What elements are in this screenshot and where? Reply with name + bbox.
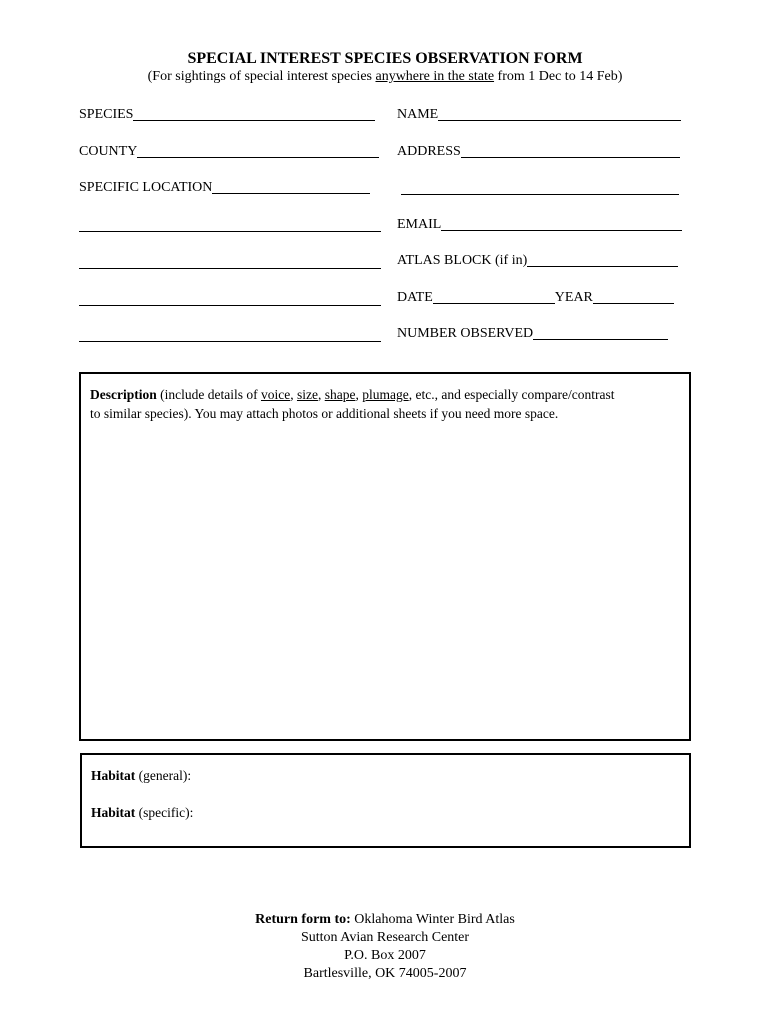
habitat-general-suffix: (general): <box>135 768 192 783</box>
date-input-line[interactable] <box>433 289 555 304</box>
address-label: ADDRESS <box>397 144 461 159</box>
year-label: YEAR <box>554 290 593 305</box>
location-line-4[interactable] <box>79 304 381 306</box>
description-label: Description <box>90 387 157 402</box>
specific-location-label: SPECIFIC LOCATION <box>79 180 213 195</box>
subtitle-underlined: anywhere in the state <box>375 69 495 84</box>
shape-term: shape <box>324 387 356 402</box>
habitat-specific-row[interactable] <box>91 803 680 822</box>
address-input-line[interactable] <box>461 143 680 158</box>
return-address <box>0 911 770 983</box>
date-field[interactable] <box>397 289 674 306</box>
species-field[interactable] <box>79 106 375 123</box>
organization-name: Oklahoma Winter Bird Atlas <box>350 912 515 927</box>
return-line-4: Bartlesville, OK 74005-2007 <box>303 966 467 981</box>
return-line-3: P.O. Box 2007 <box>344 948 426 963</box>
atlas-block-input-line[interactable] <box>527 252 678 267</box>
subtitle-text-1: (For sightings of special interest species <box>147 69 376 84</box>
specific-location-field[interactable] <box>79 179 370 196</box>
description-text: , etc., and especially compare/contrast <box>408 387 615 402</box>
form-subtitle <box>0 69 770 85</box>
county-input-line[interactable] <box>137 143 379 158</box>
name-label: NAME <box>397 107 439 122</box>
habitat-general-label: Habitat <box>91 768 136 783</box>
number-observed-field[interactable] <box>397 325 668 342</box>
size-term: size <box>296 387 318 402</box>
location-line-2[interactable] <box>79 230 381 232</box>
return-line-2: Sutton Avian Research Center <box>300 930 470 945</box>
number-observed-input-line[interactable] <box>533 325 668 340</box>
habitat-specific-label: Habitat <box>91 805 136 820</box>
county-field[interactable] <box>79 143 379 160</box>
description-text: to similar species). You may attach photos or additional sheets if you need more space. <box>90 406 559 421</box>
email-label: EMAIL <box>397 217 442 232</box>
description-text: , <box>290 387 297 402</box>
form-title: SPECIAL INTEREST SPECIES OBSERVATION FORM <box>187 50 583 67</box>
description-text: , <box>317 387 325 402</box>
address-field[interactable] <box>397 143 680 160</box>
location-line-5[interactable] <box>79 340 381 342</box>
address-line-2[interactable] <box>401 193 679 195</box>
voice-term: voice <box>260 387 291 402</box>
year-input-line[interactable] <box>593 289 674 304</box>
description-box[interactable] <box>79 372 691 741</box>
habitat-general-row[interactable] <box>91 766 680 785</box>
name-field[interactable] <box>397 106 681 123</box>
location-line-3[interactable] <box>79 267 381 269</box>
habitat-specific-suffix: (specific): <box>135 805 194 820</box>
description-text: (include details of <box>156 387 261 402</box>
email-field[interactable] <box>397 216 682 233</box>
species-input-line[interactable] <box>133 106 375 121</box>
subtitle-text-2: from 1 Dec to 14 Feb) <box>494 69 623 84</box>
return-line-1 <box>0 911 770 929</box>
atlas-block-label: ATLAS BLOCK (if in) <box>397 253 528 268</box>
return-label: Return form to: <box>255 912 351 927</box>
email-input-line[interactable] <box>441 216 682 231</box>
plumage-term: plumage <box>362 387 409 402</box>
specific-location-input-line[interactable] <box>212 179 370 194</box>
number-observed-label: NUMBER OBSERVED <box>397 326 534 341</box>
species-label: SPECIES <box>79 107 134 122</box>
description-text: , <box>355 387 363 402</box>
date-label: DATE <box>397 290 433 305</box>
habitat-box[interactable] <box>80 753 691 848</box>
atlas-block-field[interactable] <box>397 252 678 269</box>
name-input-line[interactable] <box>438 106 681 121</box>
county-label: COUNTY <box>79 144 138 159</box>
description-instructions <box>90 385 680 423</box>
